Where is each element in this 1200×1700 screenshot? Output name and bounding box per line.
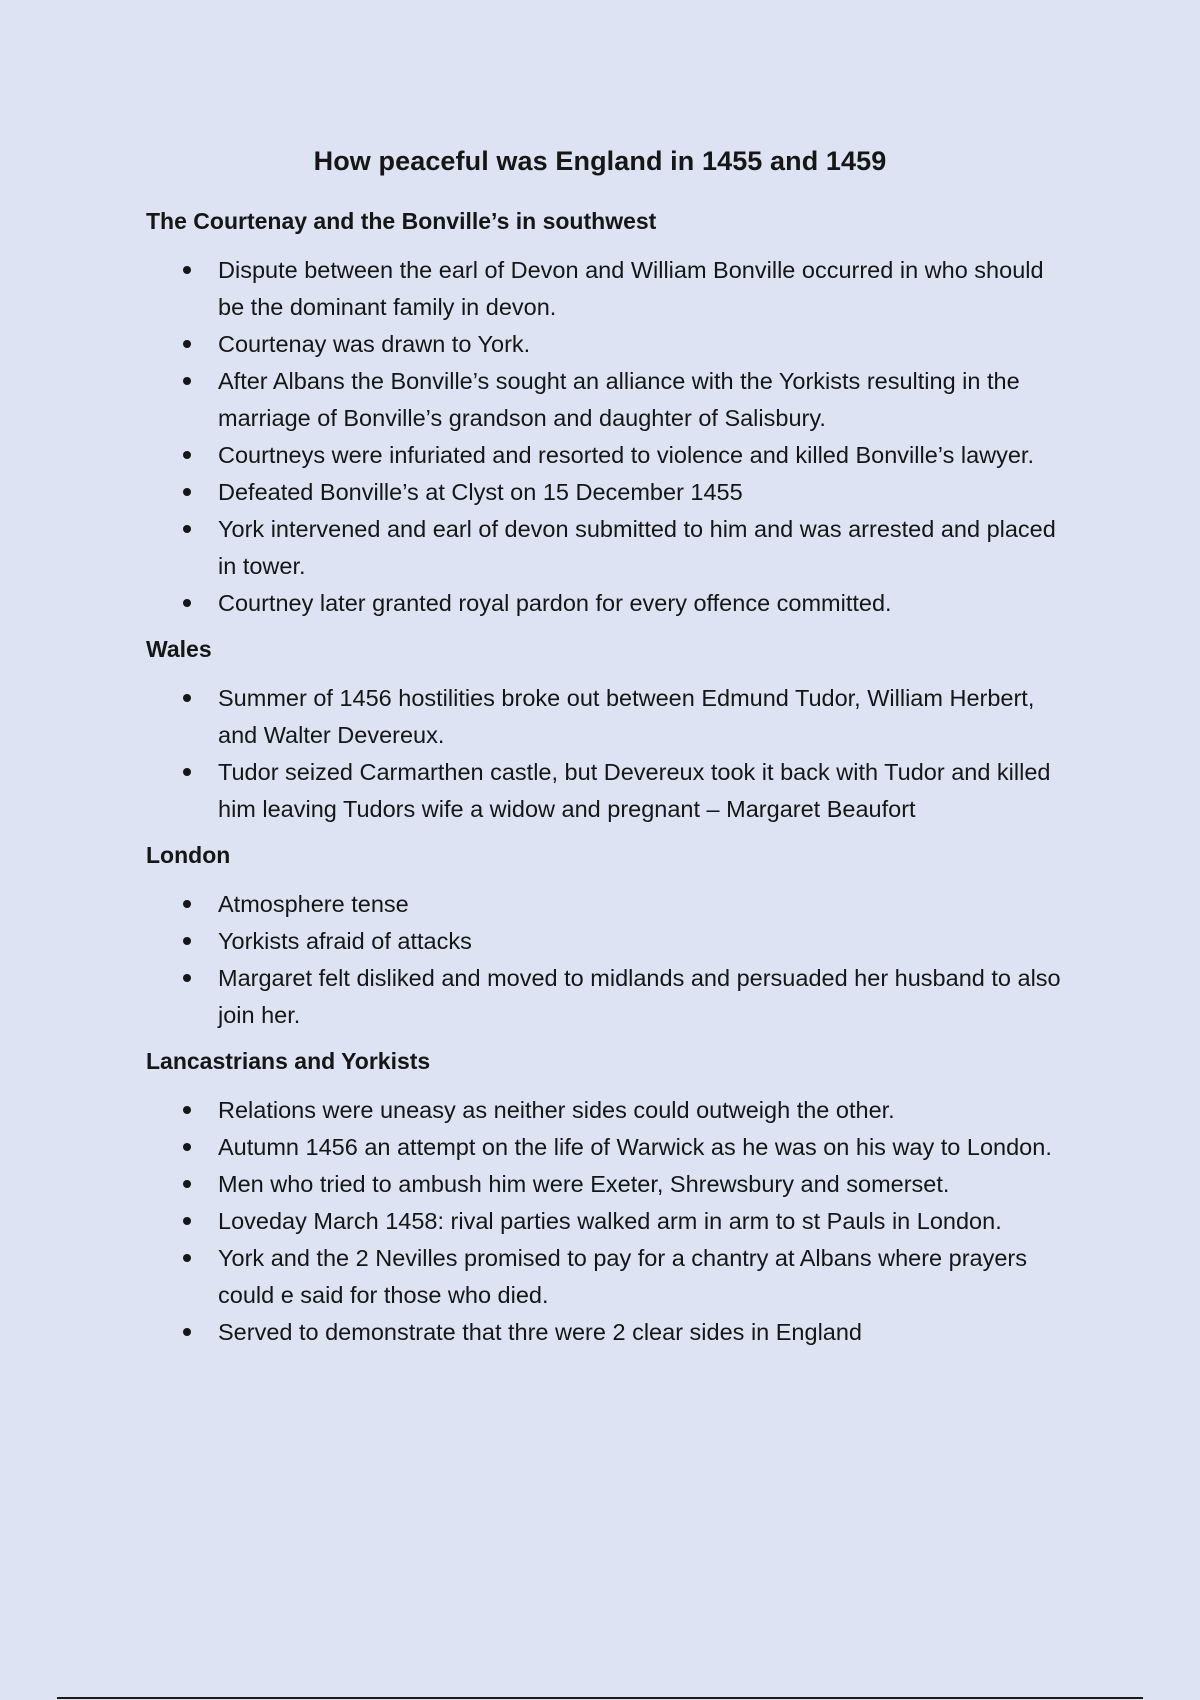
list-item: Relations were uneasy as neither sides could outweigh the other. [146,1092,1066,1129]
list-item: Defeated Bonville’s at Clyst on 15 December 1455 [146,474,1066,511]
page-bottom-rule [57,1697,1143,1699]
list-item: Summer of 1456 hostilities broke out between Edmund Tudor, William Herbert, and Walter Devereux. [146,680,1066,754]
bullet-list [146,1092,1066,1351]
section-london [146,838,1066,1034]
list-item: Yorkists afraid of attacks [146,923,1066,960]
list-item: Dispute between the earl of Devon and William Bonville occurred in who should be the dominant family in devon. [146,252,1066,326]
section-heading: Wales [146,636,212,662]
list-item: Loveday March 1458: rival parties walked arm in arm to st Pauls in London. [146,1203,1066,1240]
section-lancastrians-yorkists [146,1044,1066,1351]
document-body [146,204,1066,1361]
bullet-list [146,886,1066,1034]
list-item: Tudor seized Carmarthen castle, but Devereux took it back with Tudor and killed him leaving Tudors wife a widow and pregnant – Margaret Beaufort [146,754,1066,828]
list-item: York intervened and earl of devon submitted to him and was arrested and placed in tower. [146,511,1066,585]
list-item: Courtney later granted royal pardon for every offence committed. [146,585,1066,622]
list-item: York and the 2 Nevilles promised to pay for a chantry at Albans where prayers could e said for those who died. [146,1240,1066,1314]
section-heading: Lancastrians and Yorkists [146,1048,431,1074]
section-heading: London [146,842,231,868]
section-wales [146,632,1066,828]
section-heading: The Courtenay and the Bonville’s in southwest [146,208,657,234]
bullet-list [146,680,1066,828]
list-item: After Albans the Bonville’s sought an alliance with the Yorkists resulting in the marriage of Bonville’s grandson and daughter of Salisbury. [146,363,1066,437]
list-item: Autumn 1456 an attempt on the life of Warwick as he was on his way to London. [146,1129,1066,1166]
list-item: Courtneys were infuriated and resorted to violence and killed Bonville’s lawyer. [146,437,1066,474]
list-item: Atmosphere tense [146,886,1066,923]
document-title: How peaceful was England in 1455 and 1459 [313,146,887,176]
section-southwest [146,204,1066,622]
list-item: Served to demonstrate that thre were 2 clear sides in England [146,1314,1066,1351]
bullet-list [146,252,1066,622]
list-item: Margaret felt disliked and moved to midlands and persuaded her husband to also join her. [146,960,1066,1034]
list-item: Courtenay was drawn to York. [146,326,1066,363]
list-item: Men who tried to ambush him were Exeter, Shrewsbury and somerset. [146,1166,1066,1203]
